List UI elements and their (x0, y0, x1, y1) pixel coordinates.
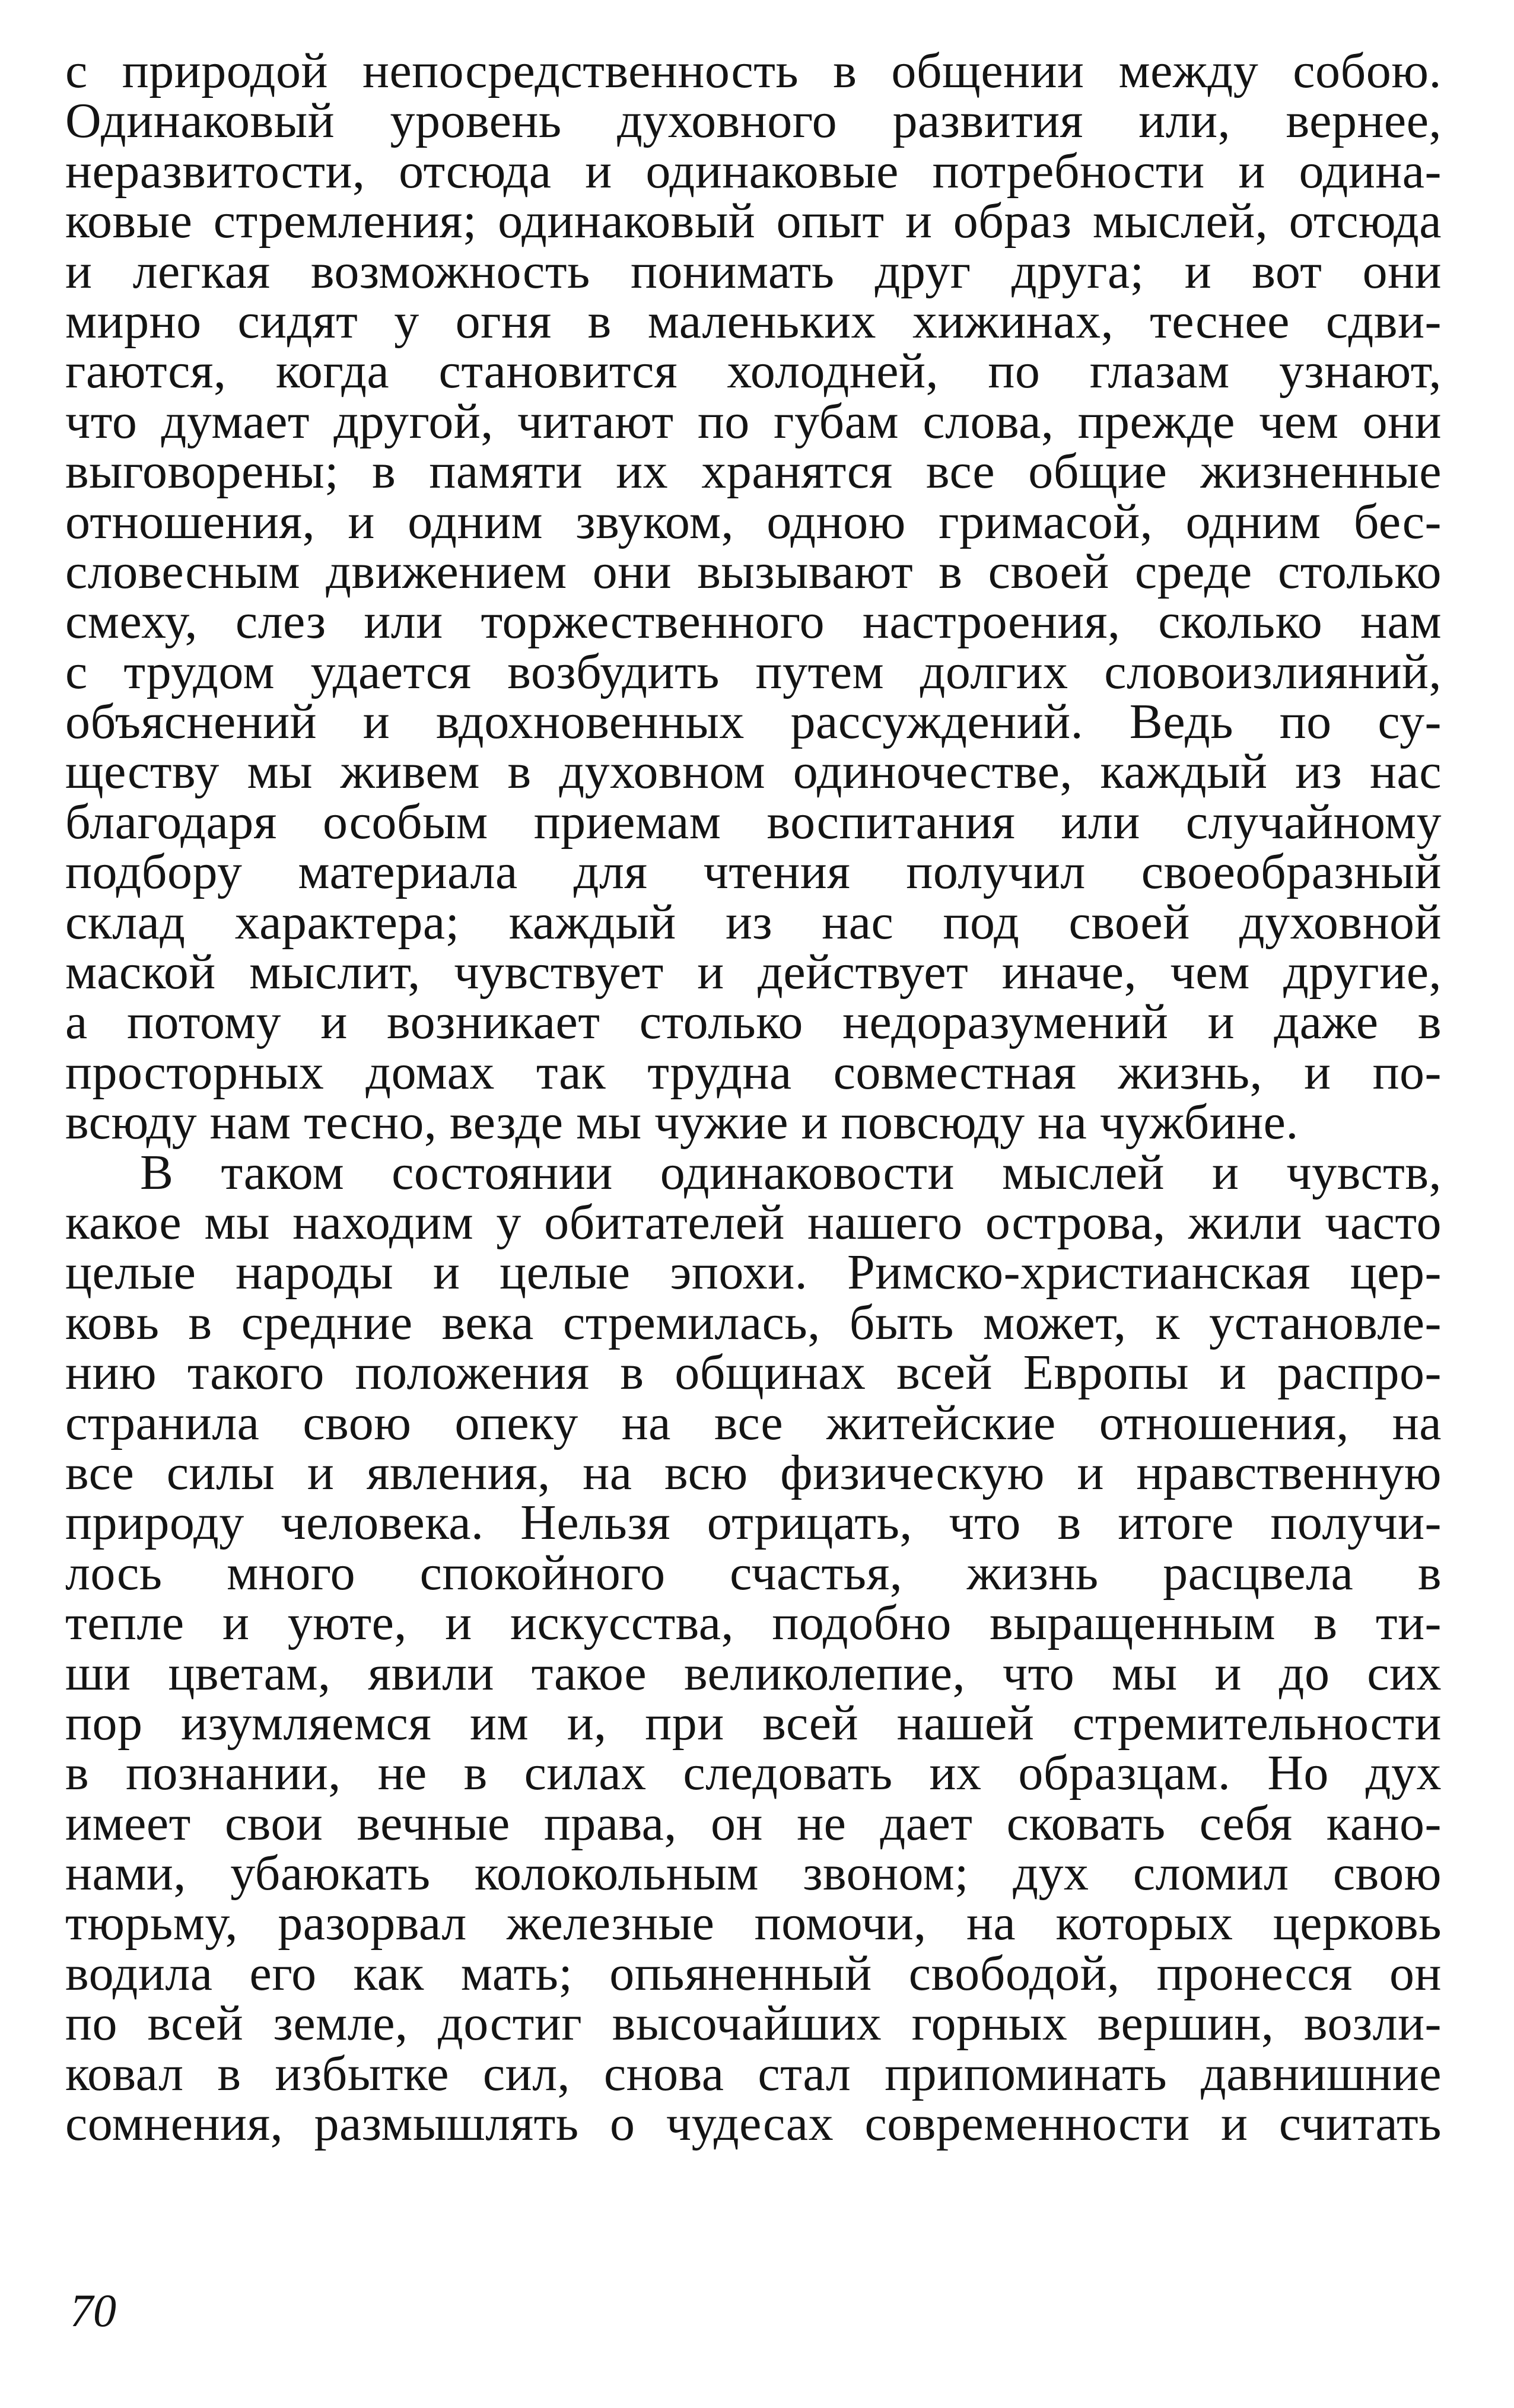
text-line: словесным движением они вызывают в своей среде столько (65, 543, 1442, 599)
text-line: объяснений и вдохновенных рассуждений. Ведь по су- (65, 694, 1442, 750)
text-line: что думает другой, читают по губам слова, прежде чем они (65, 393, 1442, 449)
text-line: тюрьму, разорвал железные помочи, на которых церковь (65, 1895, 1442, 1951)
text-line: склад характера; каждый из нас под своей духовной (65, 894, 1442, 950)
text-line: ши цветам, явили такое великолепие, что мы и до сих (65, 1645, 1442, 1701)
text-line: и легкая возможность понимать друг друга; и вот они (65, 243, 1442, 299)
text-line: целые народы и целые эпохи. Римско-христианская цер- (65, 1245, 1442, 1300)
text-line: лось много спокойного счастья, жизнь расцвела в (65, 1545, 1442, 1601)
text-line: отношения, и одним звуком, одною гримасой, одним бес- (65, 494, 1442, 549)
text-line: ковал в избытке сил, снова стал припоминать давнишние (65, 2046, 1442, 2101)
text-line: подбору материала для чтения получил своеобразный (65, 844, 1442, 900)
text-line: все силы и явления, на всю физическую и нравственную (65, 1445, 1442, 1500)
paragraph-1 (65, 43, 1442, 1150)
text-line: нами, убаюкать колокольным звоном; дух сломил свою (65, 1846, 1442, 1901)
text-line: нию такого положения в общинах всей Европы и распро- (65, 1345, 1442, 1401)
text-line: ковые стремления; одинаковый опыт и образ мыслей, отсюда (65, 193, 1442, 249)
text-line: выговорены; в памяти их хранятся все общие жизненные (65, 444, 1442, 500)
text-line: тепле и уюте, и искусства, подобно выращенным в ти- (65, 1595, 1442, 1651)
text-line: сомнения, размышлять о чудесах современности и считать (65, 2096, 1442, 2152)
text-line: В таком состоянии одинаковости мыслей и чувств, (140, 1144, 1442, 1200)
text-line: с природой непосредственность в общении между собою. (65, 43, 1442, 98)
text-line: ковь в средние века стремилась, быть может, к установле- (65, 1294, 1442, 1350)
page-number: 70 (70, 2285, 116, 2336)
paragraph-2 (65, 1144, 1442, 2152)
text-line: какое мы находим у обитателей нашего острова, жили часто (65, 1194, 1442, 1250)
text-line: ществу мы живем в духовном одиночестве, каждый из нас (65, 744, 1442, 800)
text-line: всюду нам тесно, везде мы чужие и повсюду на чужбине. (65, 1095, 1299, 1150)
text-line: странила свою опеку на все житейские отношения, на (65, 1395, 1442, 1450)
text-line: с трудом удается возбудить путем долгих словоизлияний, (65, 644, 1442, 699)
text-line: Одинаковый уровень духовного развития или, вернее, (65, 93, 1442, 149)
page-body (65, 43, 1442, 2152)
text-line: а потому и возникает столько недоразумений и даже в (65, 994, 1442, 1050)
text-line: в познании, не в силах следовать их образцам. Но дух (65, 1745, 1442, 1801)
text-line: по всей земле, достиг высочайших горных вершин, возли- (65, 1996, 1442, 2051)
text-line: просторных домах так трудна совместная жизнь, и по- (65, 1044, 1442, 1100)
text-line: благодаря особым приемам воспитания или случайному (65, 794, 1442, 850)
text-line: маской мыслит, чувствует и действует иначе, чем другие, (65, 944, 1442, 1000)
text-line: гаются, когда становится холодней, по глазам узнают, (65, 343, 1442, 399)
text-line: имеет свои вечные права, он не дает сковать себя кано- (65, 1795, 1442, 1851)
text-line: природу человека. Нельзя отрицать, что в итоге получи- (65, 1495, 1442, 1551)
text-line: водила его как мать; опьяненный свободой, пронесся он (65, 1945, 1442, 2001)
text-line: мирно сидят у огня в маленьких хижинах, теснее сдви- (65, 293, 1442, 349)
text-line: неразвитости, отсюда и одинаковые потребности и одина- (65, 143, 1442, 199)
text-line: пор изумляемся им и, при всей нашей стремительности (65, 1695, 1442, 1751)
text-line: смеху, слез или торжественного настроения, сколько нам (65, 594, 1442, 650)
